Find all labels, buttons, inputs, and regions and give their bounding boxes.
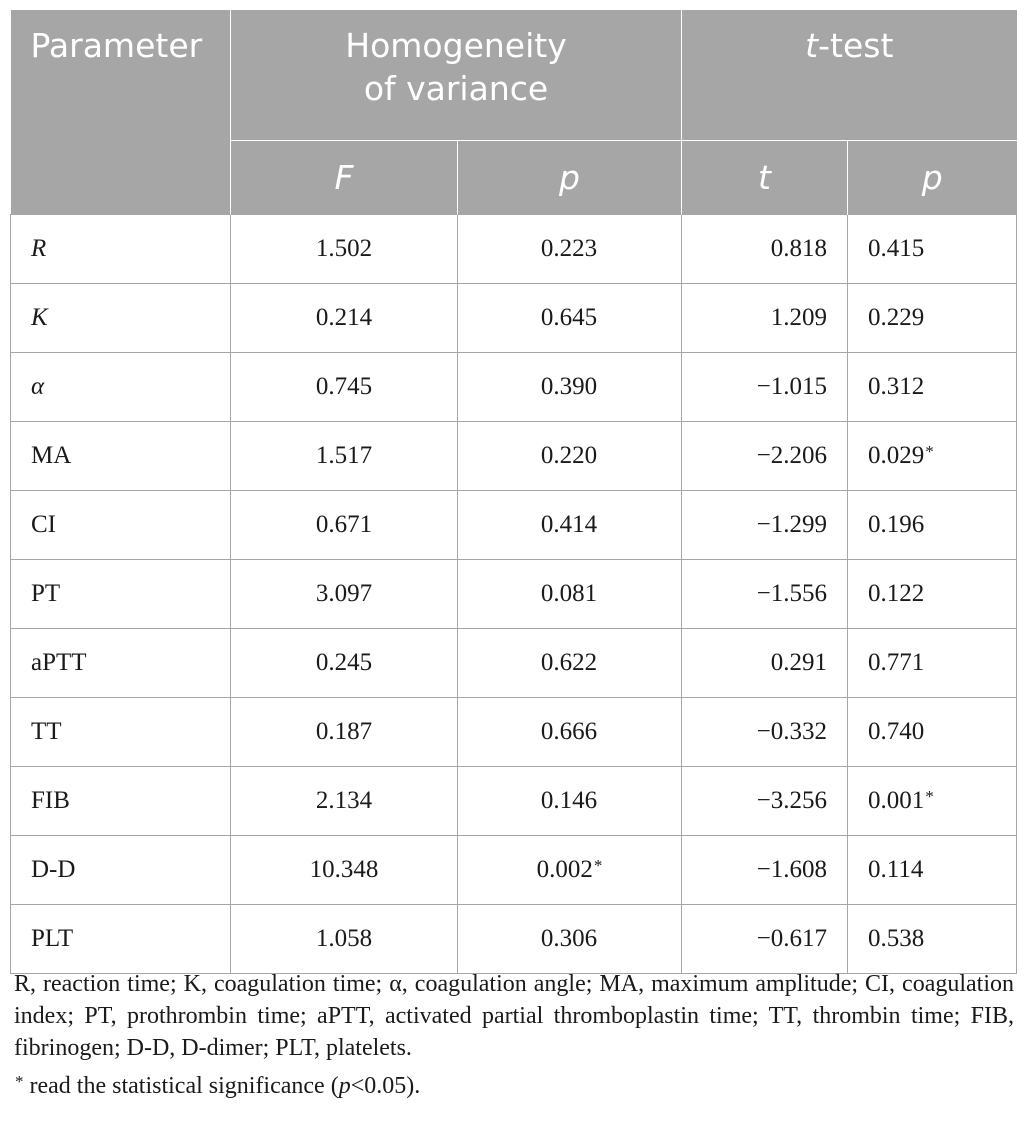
cell-p-variance-value: 0.002 bbox=[536, 856, 593, 883]
cell-p-ttest bbox=[848, 905, 1017, 974]
cell-p-variance bbox=[458, 698, 682, 767]
cell-F-value: 10.348 bbox=[309, 856, 379, 883]
table-footnotes bbox=[14, 968, 1014, 1102]
cell-p-variance bbox=[458, 284, 682, 353]
cell-parameter bbox=[11, 836, 231, 905]
cell-F bbox=[231, 905, 458, 974]
header-ttest bbox=[682, 10, 1017, 141]
table-row bbox=[11, 560, 1017, 629]
cell-p-ttest bbox=[848, 767, 1017, 836]
cell-F-value: 0.745 bbox=[315, 373, 373, 400]
cell-p-ttest-value: 0.196 bbox=[868, 511, 925, 538]
cell-p-variance-value: 0.390 bbox=[540, 373, 598, 400]
cell-p-ttest-value: 0.740 bbox=[868, 718, 925, 745]
cell-F-value: 0.187 bbox=[315, 718, 373, 745]
cell-F-value: 0.245 bbox=[315, 649, 373, 676]
cell-p-variance bbox=[458, 905, 682, 974]
cell-p-variance-value: 0.414 bbox=[540, 511, 598, 538]
header-ttest-suffix: -test bbox=[818, 26, 894, 65]
table-row bbox=[11, 698, 1017, 767]
header-row-top bbox=[11, 10, 1017, 141]
cell-F bbox=[231, 215, 458, 284]
cell-p-variance bbox=[458, 560, 682, 629]
cell-parameter bbox=[11, 422, 231, 491]
significance-star: * bbox=[593, 856, 603, 875]
results-table-container bbox=[10, 10, 1016, 974]
cell-parameter bbox=[11, 767, 231, 836]
cell-t bbox=[682, 767, 848, 836]
table-row bbox=[11, 491, 1017, 560]
cell-parameter-value: α bbox=[31, 373, 45, 400]
cell-t bbox=[682, 905, 848, 974]
cell-p-ttest bbox=[848, 215, 1017, 284]
cell-F-value: 2.134 bbox=[315, 787, 373, 814]
cell-p-ttest bbox=[848, 284, 1017, 353]
cell-p-variance-value: 0.220 bbox=[540, 442, 598, 469]
header-parameter: Parameter bbox=[11, 10, 231, 215]
cell-p-ttest-value: 0.029 bbox=[868, 442, 925, 469]
cell-t bbox=[682, 560, 848, 629]
table-row bbox=[11, 215, 1017, 284]
cell-p-ttest bbox=[848, 491, 1017, 560]
abbreviations-note: R, reaction time; K, coagulation time; α, coagulation angle; MA, maximum amplitude; CI, coagulation index; PT, prothrombin time; aPTT, activated partial thromboplastin time; TT, thrombin time; FIB, fibrinogen; D-D, D-dimer; PLT, platelets. bbox=[14, 971, 1014, 1061]
cell-t bbox=[682, 284, 848, 353]
cell-parameter bbox=[11, 215, 231, 284]
cell-t bbox=[682, 698, 848, 767]
cell-p-variance-value: 0.081 bbox=[540, 580, 598, 607]
cell-t-value: 0.291 bbox=[770, 649, 828, 676]
header-p-variance: p bbox=[458, 141, 682, 215]
cell-p-variance bbox=[458, 836, 682, 905]
header-homogeneity bbox=[231, 10, 682, 141]
cell-F bbox=[231, 629, 458, 698]
cell-F-value: 3.097 bbox=[315, 580, 373, 607]
cell-t bbox=[682, 353, 848, 422]
significance-star: * bbox=[925, 787, 934, 806]
cell-p-ttest-value: 0.114 bbox=[868, 856, 924, 883]
cell-parameter-value: PT bbox=[31, 580, 61, 607]
cell-p-ttest bbox=[848, 353, 1017, 422]
cell-F-value: 0.671 bbox=[315, 511, 373, 538]
cell-F bbox=[231, 698, 458, 767]
significance-text-before: read the statistical significance ( bbox=[23, 1073, 339, 1099]
cell-p-variance-value: 0.622 bbox=[540, 649, 598, 676]
cell-p-ttest bbox=[848, 560, 1017, 629]
cell-parameter bbox=[11, 353, 231, 422]
cell-t-value: −1.556 bbox=[756, 580, 828, 607]
cell-F bbox=[231, 836, 458, 905]
cell-F bbox=[231, 422, 458, 491]
cell-t-value: −0.617 bbox=[756, 925, 828, 952]
cell-parameter-value: PLT bbox=[31, 925, 74, 952]
cell-p-ttest-value: 0.001 bbox=[868, 787, 925, 814]
cell-p-variance-value: 0.306 bbox=[540, 925, 598, 952]
header-homogeneity-line1: Homogeneity bbox=[345, 26, 567, 65]
cell-F bbox=[231, 560, 458, 629]
cell-parameter bbox=[11, 491, 231, 560]
cell-p-ttest-value: 0.122 bbox=[868, 580, 925, 607]
cell-parameter-value: D-D bbox=[31, 856, 76, 883]
table-row bbox=[11, 767, 1017, 836]
cell-p-variance bbox=[458, 422, 682, 491]
cell-parameter bbox=[11, 629, 231, 698]
cell-parameter-value: TT bbox=[31, 718, 62, 745]
cell-F bbox=[231, 284, 458, 353]
cell-t-value: 1.209 bbox=[770, 304, 828, 331]
cell-p-variance bbox=[458, 767, 682, 836]
cell-p-ttest bbox=[848, 422, 1017, 491]
significance-star: * bbox=[15, 1072, 24, 1091]
cell-parameter-value: CI bbox=[31, 511, 56, 538]
cell-p-variance bbox=[458, 215, 682, 284]
table-header bbox=[11, 10, 1017, 215]
cell-p-ttest-value: 0.312 bbox=[868, 373, 925, 400]
header-ttest-t: t bbox=[805, 26, 819, 65]
cell-parameter bbox=[11, 284, 231, 353]
cell-p-variance bbox=[458, 491, 682, 560]
significance-note bbox=[14, 1066, 1014, 1102]
table-body bbox=[11, 215, 1017, 974]
cell-p-ttest-value: 0.415 bbox=[868, 235, 925, 262]
cell-t bbox=[682, 836, 848, 905]
cell-t bbox=[682, 422, 848, 491]
cell-t-value: −2.206 bbox=[756, 442, 828, 469]
cell-parameter bbox=[11, 698, 231, 767]
table-row bbox=[11, 836, 1017, 905]
cell-t-value: 0.818 bbox=[770, 235, 828, 262]
table-row bbox=[11, 905, 1017, 974]
cell-parameter bbox=[11, 905, 231, 974]
cell-F-value: 1.058 bbox=[315, 925, 373, 952]
cell-parameter-value: FIB bbox=[31, 787, 70, 814]
cell-parameter bbox=[11, 560, 231, 629]
cell-p-variance-value: 0.223 bbox=[540, 235, 598, 262]
cell-p-variance bbox=[458, 629, 682, 698]
cell-t-value: −0.332 bbox=[756, 718, 828, 745]
cell-t bbox=[682, 629, 848, 698]
cell-t-value: −1.608 bbox=[756, 856, 828, 883]
cell-F-value: 0.214 bbox=[315, 304, 373, 331]
table-row bbox=[11, 284, 1017, 353]
significance-star: * bbox=[925, 442, 934, 461]
cell-p-variance bbox=[458, 353, 682, 422]
cell-t bbox=[682, 491, 848, 560]
header-F: F bbox=[231, 141, 458, 215]
cell-p-ttest bbox=[848, 836, 1017, 905]
cell-F bbox=[231, 353, 458, 422]
results-table bbox=[10, 10, 1017, 974]
cell-F bbox=[231, 767, 458, 836]
cell-t-value: −1.015 bbox=[756, 373, 828, 400]
header-p-ttest: p bbox=[848, 141, 1017, 215]
cell-parameter-value: R bbox=[31, 235, 47, 262]
significance-p: p bbox=[338, 1073, 351, 1099]
cell-t-value: −1.299 bbox=[756, 511, 828, 538]
cell-p-variance-value: 0.666 bbox=[540, 718, 598, 745]
cell-t bbox=[682, 215, 848, 284]
cell-p-ttest-value: 0.229 bbox=[868, 304, 925, 331]
cell-parameter-value: MA bbox=[31, 442, 72, 469]
header-t: t bbox=[682, 141, 848, 215]
table-row bbox=[11, 353, 1017, 422]
cell-t-value: −3.256 bbox=[756, 787, 828, 814]
table-row bbox=[11, 629, 1017, 698]
cell-F-value: 1.517 bbox=[315, 442, 373, 469]
cell-parameter-value: aPTT bbox=[31, 649, 87, 676]
cell-parameter-value: K bbox=[31, 304, 48, 331]
cell-p-ttest-value: 0.771 bbox=[868, 649, 925, 676]
cell-p-ttest bbox=[848, 698, 1017, 767]
cell-p-ttest bbox=[848, 629, 1017, 698]
significance-text-after: <0.05). bbox=[350, 1073, 421, 1099]
cell-p-ttest-value: 0.538 bbox=[868, 925, 925, 952]
cell-F-value: 1.502 bbox=[315, 235, 373, 262]
cell-p-variance-value: 0.645 bbox=[540, 304, 598, 331]
cell-F bbox=[231, 491, 458, 560]
table-row bbox=[11, 422, 1017, 491]
cell-p-variance-value: 0.146 bbox=[540, 787, 598, 814]
header-homogeneity-line2: of variance bbox=[363, 69, 549, 108]
